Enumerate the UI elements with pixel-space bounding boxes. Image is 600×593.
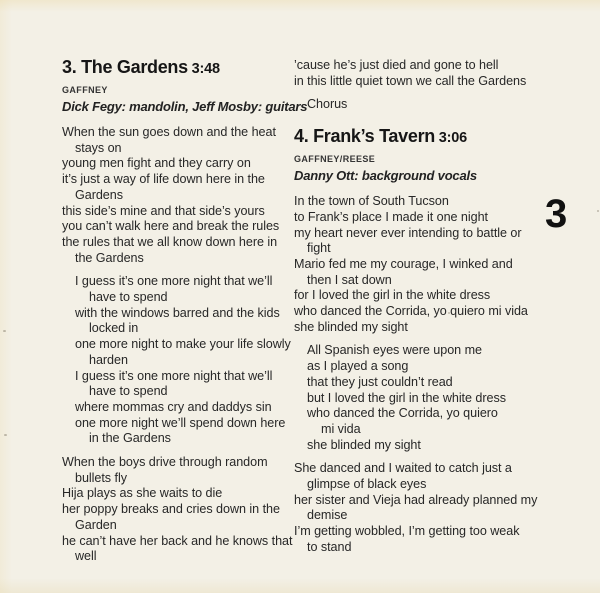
song-heading <box>294 126 556 149</box>
lyric-line: Garden <box>75 517 117 532</box>
song-title: 3. The Gardens <box>62 57 188 77</box>
lyric-line: that they just couldn’t read <box>307 374 453 389</box>
scan-speck <box>597 210 599 212</box>
lyric-line: she blinded my sight <box>294 319 408 334</box>
lyric-line: have to spend <box>89 290 168 305</box>
lyric-line: demise <box>307 508 348 523</box>
song-heading <box>62 57 298 80</box>
lyrics-column-left <box>62 57 308 565</box>
lyric-line: this side’s mine and that side’s yours <box>62 203 265 218</box>
lyric-line: glimpse of black eyes <box>307 477 427 492</box>
lyric-line: she blinded my sight <box>307 437 421 452</box>
lyric-line: one more night we’ll spend down here <box>75 415 286 430</box>
songwriter-credit: GAFFNEY/REESE <box>294 154 376 165</box>
lyric-line: her poppy breaks and cries down in the <box>62 502 280 517</box>
lyric-line: mi vida <box>321 421 361 436</box>
lyric-line: it’s just a way of life down here in the <box>62 172 265 187</box>
lyric-line: I’m getting wobbled, I’m getting too weak <box>294 524 520 539</box>
lyric-line: in the Gardens <box>89 431 171 446</box>
lyric-line: her sister and Vieja had already planned my <box>294 492 538 507</box>
lyric-line: he can’t have her back and he knows that <box>62 533 293 548</box>
lyric-line: I guess it’s one more night that we’ll <box>75 274 273 289</box>
lyric-line: then I sat down <box>307 272 392 287</box>
lyric-line: Hija plays as she waits to die <box>62 486 223 501</box>
lyric-line: stays on <box>75 140 122 155</box>
lyric-line: All Spanish eyes were upon me <box>307 343 482 358</box>
lyric-line: I guess it’s one more night that we’ll <box>75 368 273 383</box>
lyric-line: Chorus <box>307 97 348 112</box>
scan-speck <box>4 434 7 436</box>
lyric-line: to Frank’s place I made it one night <box>294 209 488 224</box>
stanza <box>294 343 556 453</box>
song-duration: 3:06 <box>434 130 468 147</box>
lyric-line: for I loved the girl in the white dress <box>294 288 491 303</box>
page-number: 3 <box>545 192 568 236</box>
lyric-line: you can’t walk here and break the rules <box>62 219 280 234</box>
lyric-line: one more night to make your life slowly <box>75 337 291 352</box>
lyric-line: locked in <box>89 321 139 336</box>
scan-speck <box>3 330 6 332</box>
lyric-line: where mommas cry and daddys sin <box>75 399 272 414</box>
lyric-line: When the boys drive through random <box>62 455 268 470</box>
lyric-line: who danced the Corrida, yo quiero mi vida <box>294 304 528 319</box>
lyric-line: with the windows barred and the kids <box>75 305 280 320</box>
lyric-line: ’cause he’s just died and gone to hell <box>294 58 499 72</box>
stanza <box>294 461 556 555</box>
lyric-line: bullets fly <box>75 470 127 485</box>
lyric-line: When the sun goes down and the heat <box>62 125 276 139</box>
lyric-line: harden <box>89 352 128 367</box>
lyric-line: In the town of South Tucson <box>294 194 449 209</box>
lyric-line: as I played a song <box>307 359 409 374</box>
lyric-line: but I loved the girl in the white dress <box>307 390 506 405</box>
stanza <box>294 58 556 89</box>
lyric-line: my heart never ever intending to battle or <box>294 225 522 240</box>
lyric-line: fight <box>307 241 331 256</box>
lyric-line: to stand <box>307 539 352 554</box>
song-title: 4. Frank’s Tavern <box>294 126 435 147</box>
lyric-line: Gardens <box>75 187 123 202</box>
musician-credit: Dick Fegy: mandolin, Jeff Mosby: guitars <box>62 99 308 114</box>
musician-credit: Danny Ott: background vocals <box>294 168 477 184</box>
lyric-line: the rules that we all know down here in <box>62 234 278 249</box>
lyric-line: have to spend <box>89 384 168 399</box>
stanza <box>294 97 556 113</box>
stanza <box>294 194 556 335</box>
lyric-line: who danced the Corrida, yo quiero <box>307 406 498 421</box>
stanza <box>62 125 298 266</box>
lyric-line: the Gardens <box>75 250 144 265</box>
lyric-line: Mario fed me my courage, I winked and <box>294 256 513 271</box>
lyric-line: well <box>75 549 97 564</box>
lyric-line: She danced and I waited to catch just a <box>294 461 512 476</box>
lyric-line: in this little quiet town we call the Gardens <box>294 73 527 88</box>
stanza <box>62 455 298 565</box>
song-duration: 3:48 <box>187 61 220 77</box>
lyrics-column-right <box>294 58 556 556</box>
songwriter-credit: GAFFNEY <box>62 85 108 95</box>
scan-speck <box>448 312 450 314</box>
lyric-line: young men fight and they carry on <box>62 156 251 171</box>
stanza <box>62 274 298 447</box>
